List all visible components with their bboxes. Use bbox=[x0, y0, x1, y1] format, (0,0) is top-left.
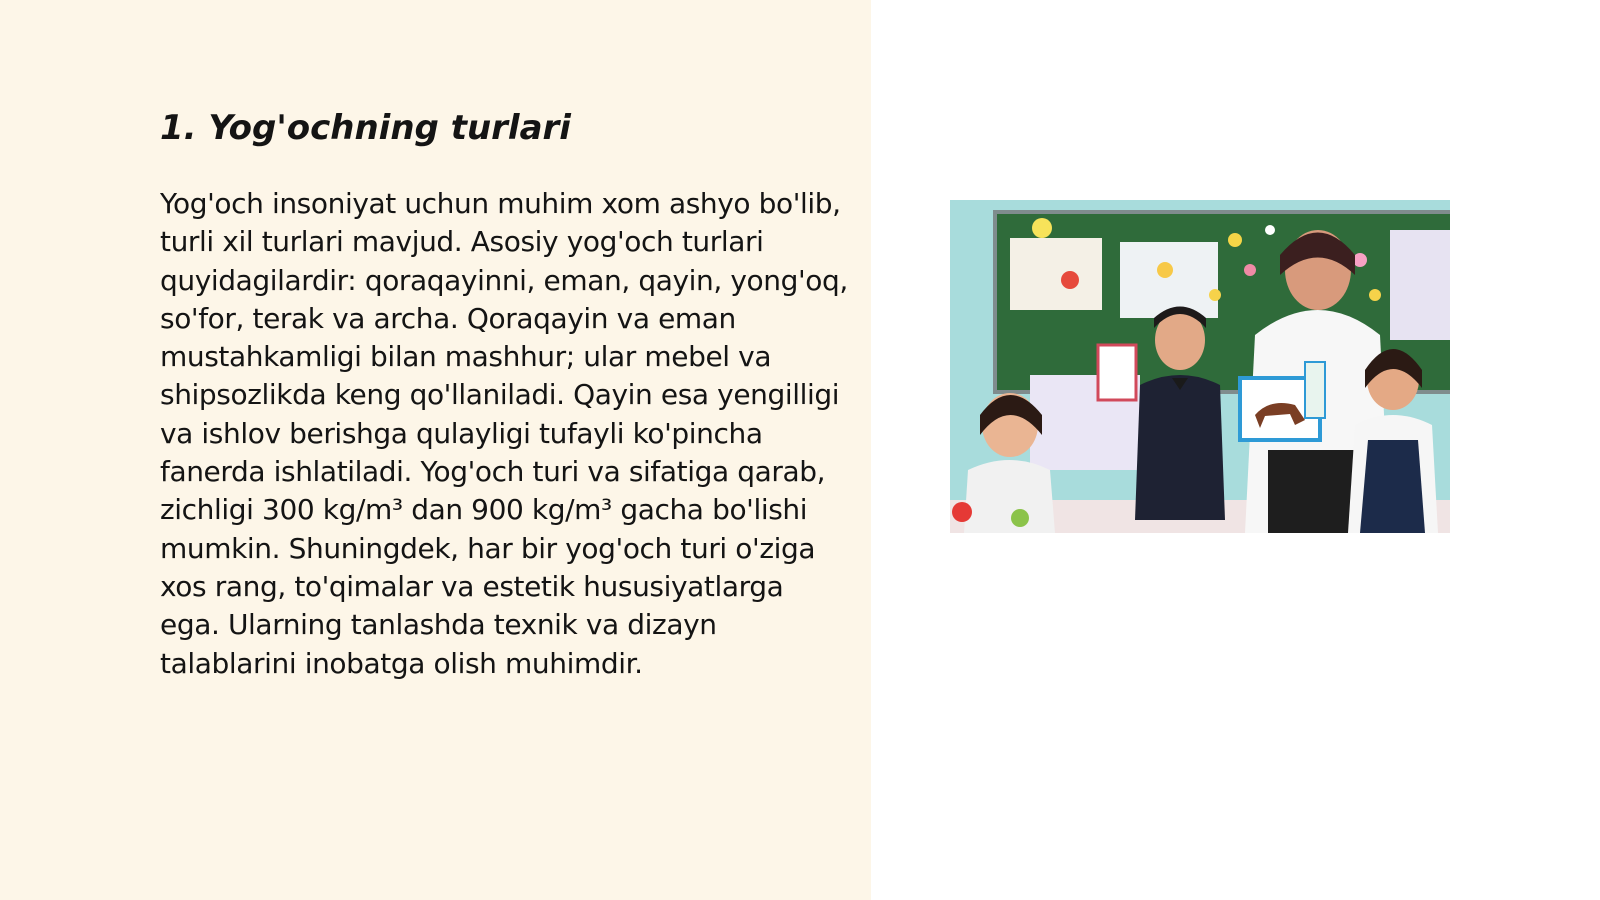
classroom-photo bbox=[950, 200, 1450, 533]
slide-heading: 1. Yog'ochning turlari bbox=[160, 108, 571, 148]
slide-body-text: Yog'och insoniyat uchun muhim xom ashyo bo'lib, turli xil turlari mavjud. Asosiy yog'och turlari quyidagilardir: qoraqayinni, eman, qayin, yong'oq, so'for, terak va archa. Qoraqayin va eman mustahkamligi bilan mashhur; ular mebel va shipsozlikda keng qo'llaniladi. Qayin esa yengilligi va ishlov berishga qulayligi tufayli ko'pincha fanerda ishlatiladi. Yog'och turi va sifatiga qarab, zichligi 300 kg/m³ dan 900 kg/m³ gacha bo'lishi mumkin. Shuningdek, har bir yog'och turi o'ziga xos rang, to'qimalar va estetik hususiyatlarga ega. Ularning tanlashda texnik va dizayn talablarini inobatga olish muhimdir. bbox=[160, 187, 848, 680]
